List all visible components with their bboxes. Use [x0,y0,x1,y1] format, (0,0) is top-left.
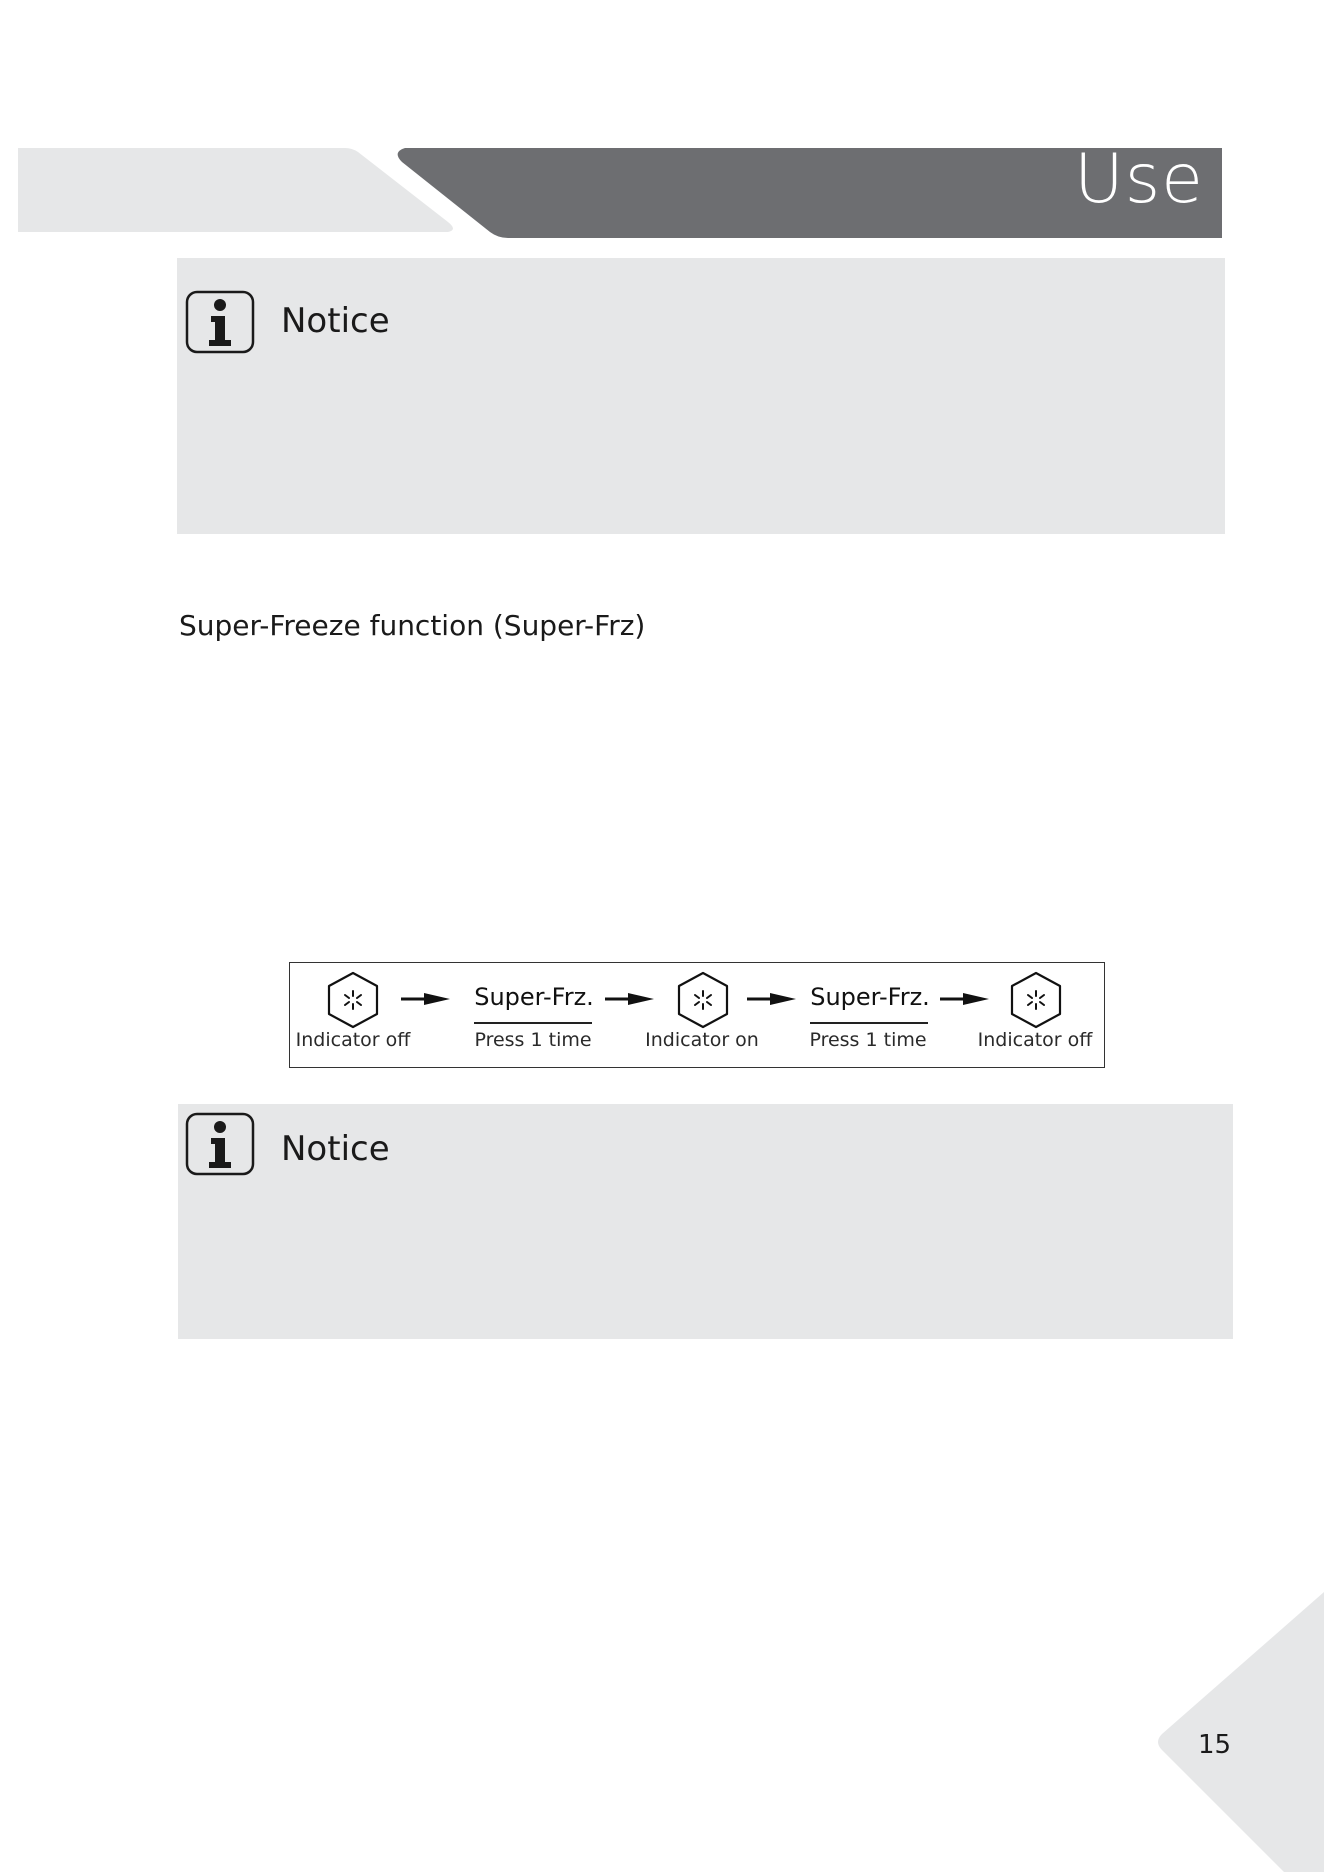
notice-box [177,258,1225,534]
button-underline [810,1022,928,1024]
super-frz-button-label: Super-Frz. [810,983,930,1011]
arrow-right-icon [940,993,989,1005]
notice-box [178,1104,1233,1339]
super-freeze-sequence-diagram [289,962,1105,1068]
press-instruction: Press 1 time [474,1029,592,1051]
info-icon [185,290,255,354]
info-icon [185,1112,255,1176]
snowflake-hex-icon [325,971,381,1029]
snowflake-hex-icon [1008,971,1064,1029]
step-label: Indicator off [295,1029,411,1051]
super-frz-button-label: Super-Frz. [474,983,594,1011]
step-label: Indicator off [977,1029,1093,1051]
arrow-right-icon [401,993,450,1005]
arrow-right-icon [747,993,796,1005]
notice-label: Notice [281,301,390,341]
page-corner-triangle [1154,1592,1324,1872]
page-number: 15 [1198,1730,1232,1760]
section-heading: Super-Freeze function (Super-Frz) [179,609,646,642]
button-underline [474,1022,592,1024]
page-section-title: Use [1073,140,1204,219]
press-instruction: Press 1 time [809,1029,927,1051]
snowflake-hex-icon [675,971,731,1029]
notice-label: Notice [281,1129,390,1169]
arrow-right-icon [605,993,654,1005]
step-label: Indicator on [645,1029,759,1051]
